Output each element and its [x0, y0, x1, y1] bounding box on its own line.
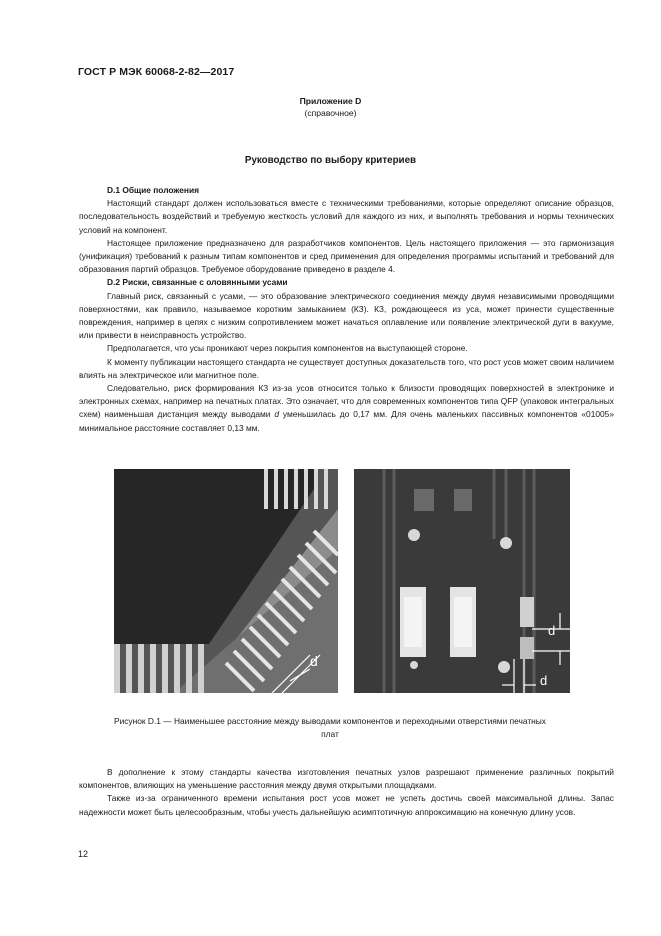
caption-line: плат — [321, 729, 339, 739]
figure-caption — [80, 715, 580, 741]
paragraph-qfp — [79, 382, 614, 435]
figure-d1 — [114, 469, 570, 693]
qfp-photo-drawing — [114, 469, 338, 693]
section-heading-d2: D.2 Риски, связанные с оловянными усами — [107, 277, 288, 288]
paragraph: В дополнение к этому стандарты качества изготовления печатных узлов разрешают применение различных покрытий компонентов, влияющих на уменьшение расстояния между двумя открытыми площадками. — [79, 767, 614, 791]
paragraph-part: уменьшилась до 0,17 мм. Для очень маленьких пассивных компонентов «01005» минимальное расстояние составляет 0,13 мм. — [79, 409, 614, 433]
paragraph: Настоящий стандарт должен использоваться вместе с техническими требованиями, которые определяют описание образцов, последовательность воздействий и требуемую жесткость условий для каждого из них, и выполнять требования и нормы технических условий на компонент. — [79, 198, 614, 235]
paragraph: Главный риск, связанный с усами, — это образование электрического соединения между двумя независимыми проводящими поверхностями, как правило, называемое коротким замыканием (КЗ). КЗ, рождающееся из уса, может принести существенные повреждения, например в цепях с низким сопротивлением может начаться оплавление или появление электрической дуги в вакууме, или привести в неисправность устройство. — [79, 290, 614, 341]
caption-line: Рисунок D.1 — Наименьшее расстояние между выводами компонентов и переходными отверстиями печатных — [113, 716, 546, 726]
paragraph: Настоящее приложение предназначено для разработчиков компонентов. Цель настоящего приложения — это гармонизация (унификация) требований к разным типам компонентов и сред применения для определения программы испытаний и требований для образования партий образцов. Требуемое оборудование приведено в разделе 4. — [79, 237, 614, 275]
distance-symbol: d — [274, 409, 279, 420]
section-heading-d1: D.1 Общие положения — [107, 185, 200, 195]
annex-main-title: Руководство по выбору критериев — [244, 155, 417, 166]
document-standard-header: ГОСТ Р МЭК 60068-2-82—2017 — [78, 66, 235, 78]
closing-paragraphs — [79, 766, 614, 819]
distance-label-left: d — [310, 653, 318, 669]
paragraph-part: Следовательно, риск формирования КЗ из-за усов относится только к близости проводящих поверхностей в электронике и электронных схемах, например на печатных платах. Это означает, что для современных компонентов типа QFP (упаковок интегральных схем) наименьшая дистанция между выводами — [79, 383, 614, 420]
paragraph: Предполагается, что усы проникают через покрытия компонентов на выступающей стороне. — [107, 343, 468, 354]
section-d1 — [79, 184, 614, 435]
distance-label-right-vertical: d — [548, 623, 556, 638]
paragraph: Также из-за ограниченного времени испытания рост усов может не успеть достичь своей максимальной длины. Запас надежности может быть целесообразным, чтобы учесть дальнейшую асимптотичную аппроксимацию на конечную длину усов. — [79, 793, 614, 817]
paragraph: К моменту публикации настоящего стандарта не существует доступных доказательств того, что рост усов может своим наличием влиять на электрическое или магнитное поле. — [79, 356, 614, 380]
annex-title: Приложение D — [299, 96, 362, 106]
pcb-photo-drawing — [354, 469, 570, 693]
pcb-photo — [354, 469, 570, 693]
distance-label-right-horizontal: d — [540, 673, 548, 688]
page-number: 12 — [78, 849, 89, 859]
qfp-photo — [114, 469, 338, 693]
annex-type: (справочное) — [304, 108, 357, 118]
